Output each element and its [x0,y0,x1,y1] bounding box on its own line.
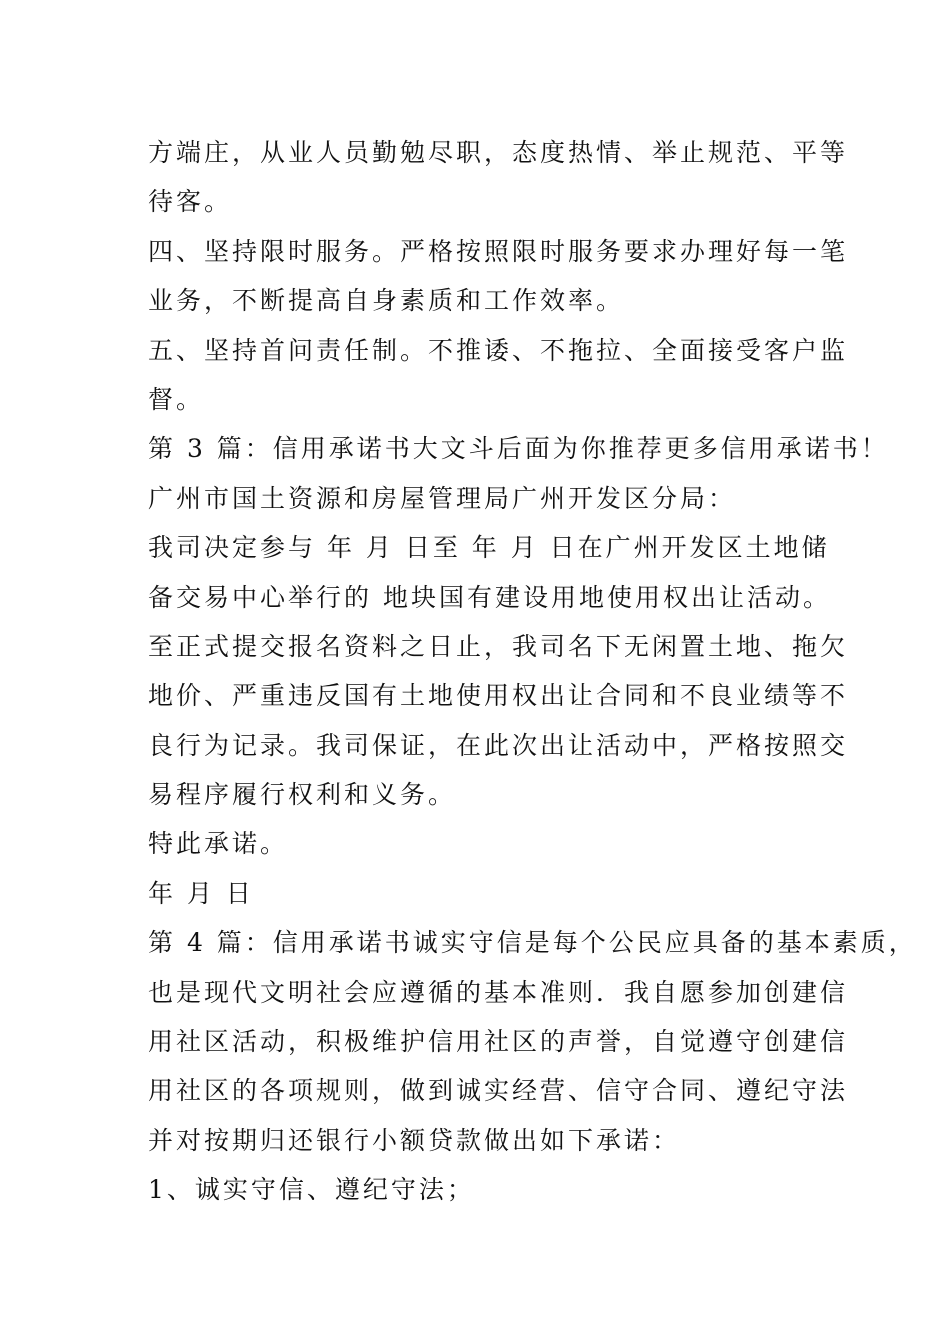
date-line: 年 月 日 [148,878,254,908]
text-line: 良行为记录。我司保证，在此次出让活动中，严格按照交 [148,730,849,760]
text-line: 五、坚持首问责任制。不推诿、不拖拉、全面接受客户监 [148,335,849,365]
section-heading-line: 第 4 篇：信用承诺书诚实守信是每个公民应具备的基本素质， [148,928,917,958]
list-item-line: 1、诚实守信、遵纪守法； [148,1175,475,1205]
text-line: 地价、严重违反国有土地使用权出让合同和不良业绩等不 [148,681,849,711]
section-heading-line: 第 3 篇：信用承诺书大文斗后面为你推荐更多信用承诺书！ [148,434,889,464]
text-line: 业务，不断提高自身素质和工作效率。 [148,286,625,316]
addressee-line: 广州市国土资源和房屋管理局广州开发区分局： [148,483,737,513]
text-line: 也是现代文明社会应遵循的基本准则．我自愿参加创建信 [148,977,849,1007]
text-line: 我司决定参与 年 月 日至 年 月 日在广州开发区土地储 [148,533,830,563]
closing-line: 特此承诺。 [148,829,289,859]
text-line: 用社区的各项规则，做到诚实经营、信守合同、遵纪守法 [148,1076,849,1106]
text-line: 并对按期归还银行小额贷款做出如下承诺： [148,1125,681,1155]
text-line: 用社区活动，积极维护信用社区的声誉，自觉遵守创建信 [148,1027,849,1057]
text-line: 四、坚持限时服务。严格按照限时服务要求办理好每一笔 [148,236,849,266]
text-line: 督。 [148,384,205,414]
text-line: 至正式提交报名资料之日止，我司名下无闲置土地、拖欠 [148,631,849,661]
document-body [148,128,917,1215]
text-line: 易程序履行权利和义务。 [148,780,457,810]
text-line: 方端庄，从业人员勤勉尽职，态度热情、举止规范、平等 [148,138,849,167]
text-line: 备交易中心举行的 地块国有建设用地使用权出让活动。 [148,582,831,612]
text-line: 待客。 [148,187,233,217]
